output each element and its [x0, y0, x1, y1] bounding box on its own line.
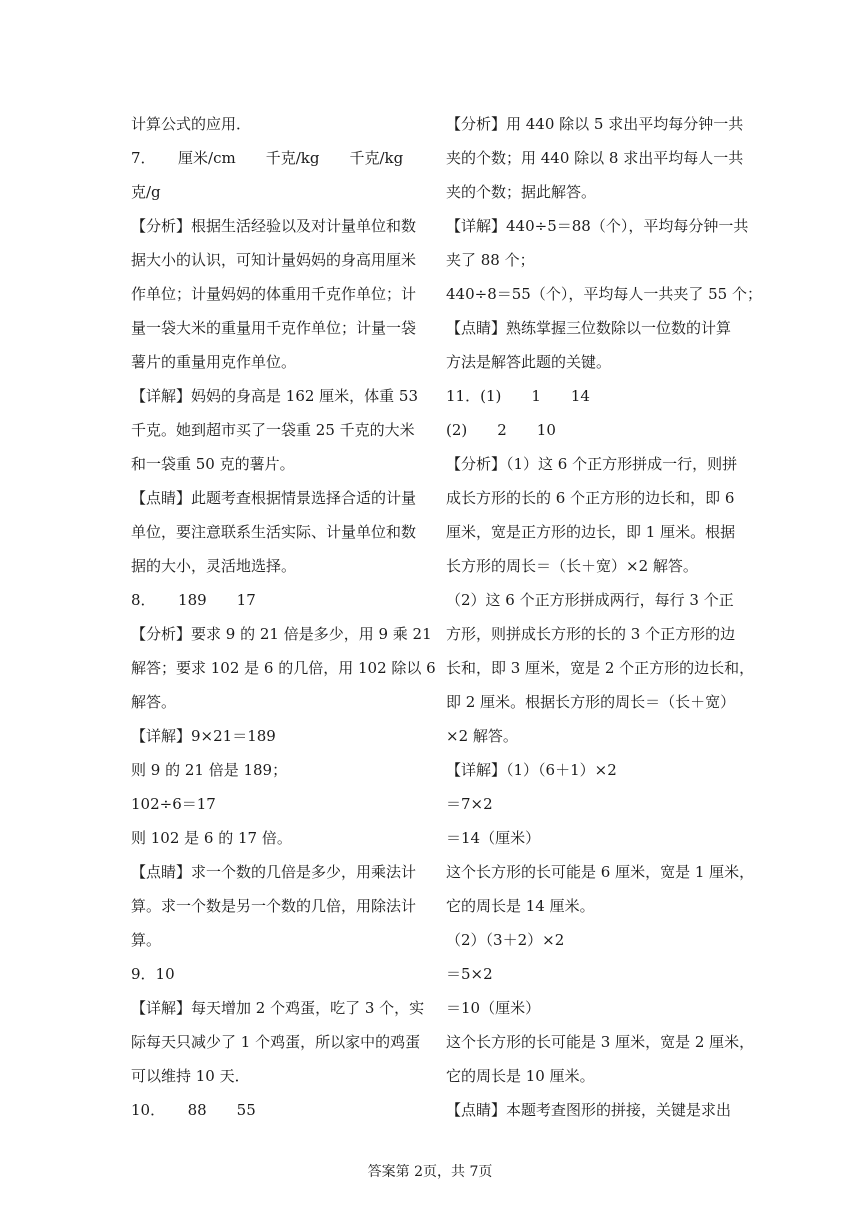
- text-line: 厘米，宽是正方形的边长，即 1 厘米。根据: [446, 523, 736, 541]
- text-line: 薯片的重量用克作单位。: [131, 353, 297, 371]
- answer-line-q8: 8． 189 17: [131, 591, 256, 609]
- text-line: 际每天只减少了 1 个鸡蛋，所以家中的鸡蛋: [131, 1033, 421, 1051]
- detail-line: 【详解】9×21＝189: [131, 727, 276, 745]
- analysis-line: 【分析】要求 9 的 21 倍是多少，用 9 乘 21: [131, 625, 432, 643]
- text-line: 方形，则拼成长方形的长的 3 个正方形的边: [446, 625, 736, 643]
- text-line: 克/g: [131, 183, 161, 201]
- text-line: 和一袋重 50 克的薯片。: [131, 455, 295, 473]
- text-line: 可以维持 10 天．: [131, 1067, 250, 1085]
- comment-line: 【点睛】此题考查根据情景选择合适的计量: [131, 489, 417, 507]
- text-line: 夹的个数；据此解答。: [446, 183, 597, 201]
- text-line: ＝14（厘米）: [446, 829, 541, 847]
- text-line: 440÷8＝55（个），平均每人一共夹了 55 个；: [446, 285, 762, 303]
- page-footer: 答案第 2页，共 7页: [367, 1164, 493, 1180]
- text-line: 算。求一个数是另一个数的几倍，用除法计: [131, 897, 417, 915]
- text-line: 则 9 的 21 倍是 189；: [131, 761, 288, 779]
- text-line: 夹的个数；用 440 除以 8 求出平均每人一共: [446, 149, 744, 167]
- answer-line-q11-2: (2) 2 10: [446, 421, 556, 439]
- analysis-line: 【分析】根据生活经验以及对计量单位和数: [131, 217, 417, 235]
- detail-line: 【详解】每天增加 2 个鸡蛋，吃了 3 个，实: [131, 999, 425, 1017]
- text-line: 成长方形的长的 6 个正方形的边长和，即 6: [446, 489, 735, 507]
- text-line: 作单位；计量妈妈的体重用千克作单位；计: [131, 285, 417, 303]
- text-line: （2）这 6 个正方形拼成两行，每行 3 个正: [446, 591, 734, 609]
- text-line: ＝7×2: [446, 795, 493, 813]
- detail-line: 【详解】（1）（6＋1）×2: [446, 761, 617, 779]
- text-line: 解答。: [131, 693, 177, 711]
- comment-line: 【点睛】求一个数的几倍是多少，用乘法计: [131, 863, 417, 881]
- analysis-line: 【分析】用 440 除以 5 求出平均每分钟一共: [446, 115, 744, 133]
- comment-line: 【点睛】熟练掌握三位数除以一位数的计算: [446, 319, 732, 337]
- detail-line: 【详解】440÷5＝88（个），平均每分钟一共: [446, 217, 749, 235]
- text-line: 这个长方形的长可能是 6 厘米，宽是 1 厘米，: [446, 863, 755, 881]
- answer-line-q10: 10． 88 55: [131, 1101, 256, 1119]
- text-line: 方法是解答此题的关键。: [446, 353, 612, 371]
- text-line: ×2 解答。: [446, 727, 518, 745]
- text-line: 量一袋大米的重量用千克作单位；计量一袋: [131, 319, 417, 337]
- text-line: 则 102 是 6 的 17 倍。: [131, 829, 292, 847]
- answer-line-q7: 7． 厘米/cm 千克/kg 千克/kg: [131, 149, 404, 167]
- text-line: ＝5×2: [446, 965, 493, 983]
- text-line: 夹了 88 个；: [446, 251, 535, 269]
- text-line: 千克。她到超市买了一袋重 25 千克的大米: [131, 421, 415, 439]
- text-line: 即 2 厘米。根据长方形的周长＝（长＋宽）: [446, 693, 736, 711]
- answer-line-q11-1: 11．(1) 1 14: [446, 387, 590, 405]
- answer-line-q9: 9．10: [131, 965, 175, 983]
- left-column: [131, 107, 436, 1127]
- comment-line: 【点睛】本题考查图形的拼接，关键是求出: [446, 1101, 732, 1119]
- text-line: 据的大小，灵活地选择。: [131, 557, 297, 575]
- text-line: 单位，要注意联系生活实际、计量单位和数: [131, 523, 417, 541]
- text-line: 长和，即 3 厘米，宽是 2 个正方形的边长和，: [446, 659, 755, 677]
- text-line: 计算公式的应用．: [131, 115, 252, 133]
- detail-line: 【详解】妈妈的身高是 162 厘米，体重 53: [131, 387, 419, 405]
- right-column: [446, 107, 762, 1127]
- text-line: 算。: [131, 931, 162, 949]
- text-line: （2）（3＋2）×2: [446, 931, 565, 949]
- text-line: 这个长方形的长可能是 3 厘米，宽是 2 厘米，: [446, 1033, 755, 1051]
- text-line: ＝10（厘米）: [446, 999, 541, 1017]
- text-line: 长方形的周长＝（长＋宽）×2 解答。: [446, 557, 698, 575]
- analysis-line: 【分析】（1）这 6 个正方形拼成一行，则拼: [446, 455, 738, 473]
- text-line: 据大小的认识，可知计量妈妈的身高用厘米: [131, 251, 417, 269]
- text-line: 解答；要求 102 是 6 的几倍，用 102 除以 6: [131, 659, 436, 677]
- text-line: 它的周长是 10 厘米。: [446, 1067, 595, 1085]
- text-line: 102÷6＝17: [131, 795, 216, 813]
- text-line: 它的周长是 14 厘米。: [446, 897, 595, 915]
